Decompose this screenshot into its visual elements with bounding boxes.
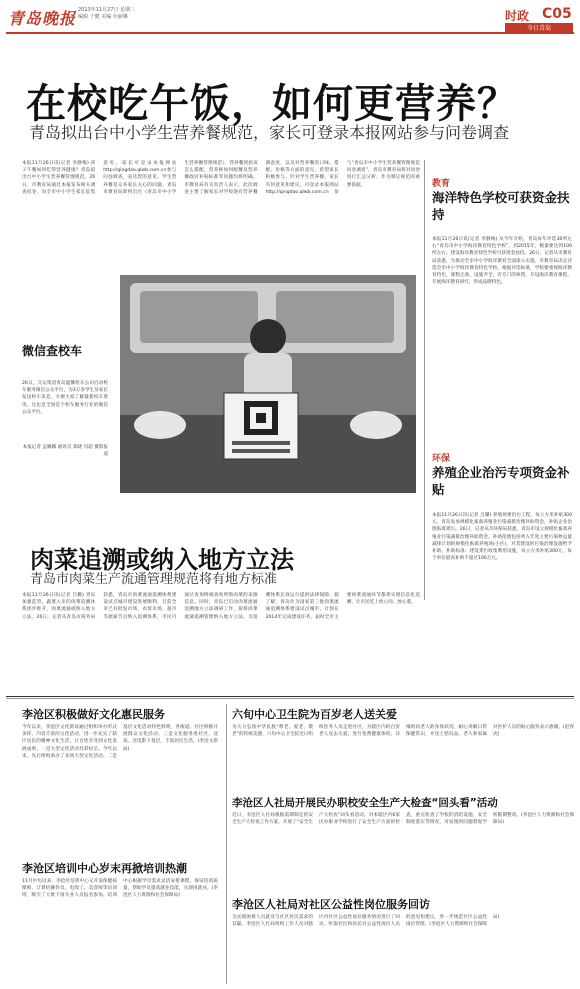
issue-art: 美编 台丽琳 xyxy=(101,14,128,20)
article2-body: 本报11月26日讯(记者 吕璐) 青岛加强监管，蔬菜入市的肉菜追溯体系逐步推开，肉菜流通或纳入地方立法。26日，记者从青岛市商务局获悉，青岛市肉菜流通追溯体系建设试点城市建设进展顺利，目前全市已有批发市场、农贸市场、超市等流通节点纳入追溯体系，市民可通过查询终端查询所购肉菜的来源信息。同时，青岛已启动肉菜流通追溯地方立法调研工作，拟将肉菜流通追溯管理纳入地方立法，为追溯体系长效运行提供法律保障。据了解，青岛作为国家第三批肉菜流通追溯体系建设试点城市，计划在2014年完成建设任务，届时全市主要肉菜流通环节都将实现信息化追溯，让市民吃上放心肉、放心菜。 xyxy=(22,593,420,620)
issue-meta xyxy=(78,7,135,21)
bottom-a1-body: 今年以来，李沧区文化新局通过组织举办形式多样、内容丰富的文化活动，进一步充实了辖区居民的精神文化生活，让百姓享受到文化发展成果。一是大型文化活动异彩纷呈。今年以来，先后组织承办了多项大型文化活动。二是基层文化活动特色鲜明，各街道、社区积极开展群众文化活动。三是文化服务进社区，送戏、送电影下基层，丰富居民生活。(李沧文新局) xyxy=(22,725,218,759)
bottom-a4-title: 李沧区培训中心岁末再掀培训热潮 xyxy=(22,862,187,875)
bottom-a2-body: 为大力弘扬中华民族“尊老、爱老、敬老”的传统美德，六旬中心卫生院近日组织医务人员走进社区，为辖区内的百岁老人送去关爱，进行免费健康体检，详细询问老人的身体状况，耐心讲解日常保健常识，并送上慰问品。老人和家属对医护人员的贴心服务表示感谢。(赵春虎) xyxy=(232,725,574,738)
bottom-a5-body: 为实现困难人员就业与社区居民需求的双赢，李沧区人社局组织工作人员对辖区内社区公益性岗位服务情况进行了回访，听取社区和居民对公益性岗位人员的意见和建议，进一步规范社区公益性岗位管理。(李沧区人力资源和社会保障局) xyxy=(232,915,500,928)
school-bus-photo xyxy=(120,275,416,493)
article2-headline: 肉菜追溯或纳入地方立法 xyxy=(30,545,294,574)
lead-subhead: 青岛拟出台中小学生营养餐规范，家长可登录本报网站参与问卷调查 xyxy=(29,123,510,142)
lead-headline: 在校吃午饭，如何更营养？ xyxy=(26,80,518,127)
issue-weekday: 星期三 xyxy=(120,7,136,13)
bottom-a1-title: 李沧区积极做好文化惠民服务 xyxy=(22,708,165,721)
article2-subhead: 青岛市肉菜生产流通管理规范将有地方标准 xyxy=(30,572,278,587)
car-body: 26日，交运集团青岛温馨校车公司启动校车服务微信公众平台，为3万多学生及家长发送校车讯息，方便大家了解最新校车资讯。这也是全国首个校车服务行业的微信公众平台。 xyxy=(22,381,108,415)
side2-label: 环保 xyxy=(432,454,451,464)
issue-date: 2013年11月27日 xyxy=(78,7,119,13)
issue-editor: 编辑 于健 xyxy=(78,14,100,20)
bottom-a5-title: 李沧区人社局对社区公益性岗位服务回访 xyxy=(232,898,430,911)
bottom-a3-title: 李沧区人社局开展民办职校安全生产大检查“回头看”活动 xyxy=(232,797,498,809)
car-credit: 本报记者 孟娜娜 通讯员 郑晓 闫超 摄影报道 xyxy=(22,445,108,458)
masthead-rule xyxy=(6,32,574,34)
subsection-tag: 今日青岛 xyxy=(505,23,573,32)
newspaper-logo: 青岛晚报 xyxy=(8,9,77,28)
car-title: 微信查校车 xyxy=(22,344,83,358)
side2-title: 养殖企业治污专项资金补贴 xyxy=(432,465,570,497)
section-name: 时政 xyxy=(505,9,530,23)
sidebar-divider xyxy=(424,160,425,600)
lead-body: 本报11月26日讯(记者 李静梅) 孩子午餐如何吃得营养健康？青岛拟出台中小学生营养餐管理规范。26日，市教育局通过本报发布相关调查问卷，向全市中小学生家长征集意见。家长可登录本报网站http://qingdao.qlwb.com.cn参与问卷调查，表达您的意见。学生营养餐是众多家长关心的问题。青岛市教育局即将出台《青岛市中小学生营养餐管理规范》，营养餐到底该怎么搭配，营养师如何配餐及营养餐政府补贴标准等问题均将明确。市教育局有关负责人表示，此次调查主要了解家长对学校现有营养餐满意度，以及对营养餐的口味、搭配、价格等方面的意见，希望家长积极参与。针对学生营养餐，家长有何意见和建议，可登录本报网站http://qingdao.qlwb.com.cn参与“青岛市中小学生营养餐管理规范问卷调查”，青岛市教育局将对问卷进行汇总分析，作为制定规范的重要依据。 xyxy=(22,161,420,195)
bottom-divider-1 xyxy=(226,704,227,984)
side1-label: 教育 xyxy=(432,179,451,189)
page-number: C05 xyxy=(542,6,572,22)
bottom-rule xyxy=(6,696,574,697)
news-photo xyxy=(120,275,416,493)
bottom-a4-body: 11月中旬以来，李沧区培训中心又开设保健按摩师、计算机操作员、电焊工、美容师等培训班，吸引了大批下岗失业人员报名参加。培训中心根据学员需求灵活安排课程，保证培训质量，帮助学员提高就业技能，实现再就业。(李沧区人力资源和社会保障局) xyxy=(22,879,218,899)
bottom-a3-body: 近日，李沧区人社局根据前期制定的安全生产大检查工作方案，开展了“安全生产大检查”回头看活动，对本辖区内6家民办职业学校进行了安全生产方面的检查，重点检查了学校的消防设施、安全制度落实等情况，对发现的问题督促学校限期整改。(李沧区人力资源和社会保障局) xyxy=(232,813,574,826)
side2-body: 本报11月26日讯(记者 吕璐) 养殖场要治污工程，每立方米补贴300元。青岛发放规模化畜禽养殖业污染减排治理补助资金，补贴企业治理畜禽粪污。26日，记者从市环保局获悉，青岛市设立规模化畜禽养殖业污染减排治理补助资金，补助范围包括列入年度主要污染物总量减排计划的规模化畜禽养殖场(小区)，对其建设的污染治理设施给予补助。补助标准：建设粪污收集利用设施，每立方米补贴300元，每个单位最高补助不超过100万元。 xyxy=(432,513,572,562)
side1-title: 海洋特色学校可获资金扶持 xyxy=(432,190,570,222)
bottom-rule-thin xyxy=(6,698,574,699)
side1-body: 本报11月26日讯(记者 李静梅) 从今年开始，青岛每年评选30所左右“青岛市中小学海洋教育特色学校”，到2015年，数量要达到100所左右。建设海洋教育特色学校可获资金扶持。26日，记者从市教育局获悉，为推动全市中小学海洋教育全面深入实施，市教育局决定评选全市中小学海洋教育特色学校。根据评选标准，学校要重视海洋教育特色，课程完备，设施齐全，有专门的师资，开设海洋教育课程，开展海洋教育研究，形成品牌特色。 xyxy=(432,237,572,286)
bottom-a2-title: 六旬中心卫生院为百岁老人送关爱 xyxy=(232,708,397,721)
